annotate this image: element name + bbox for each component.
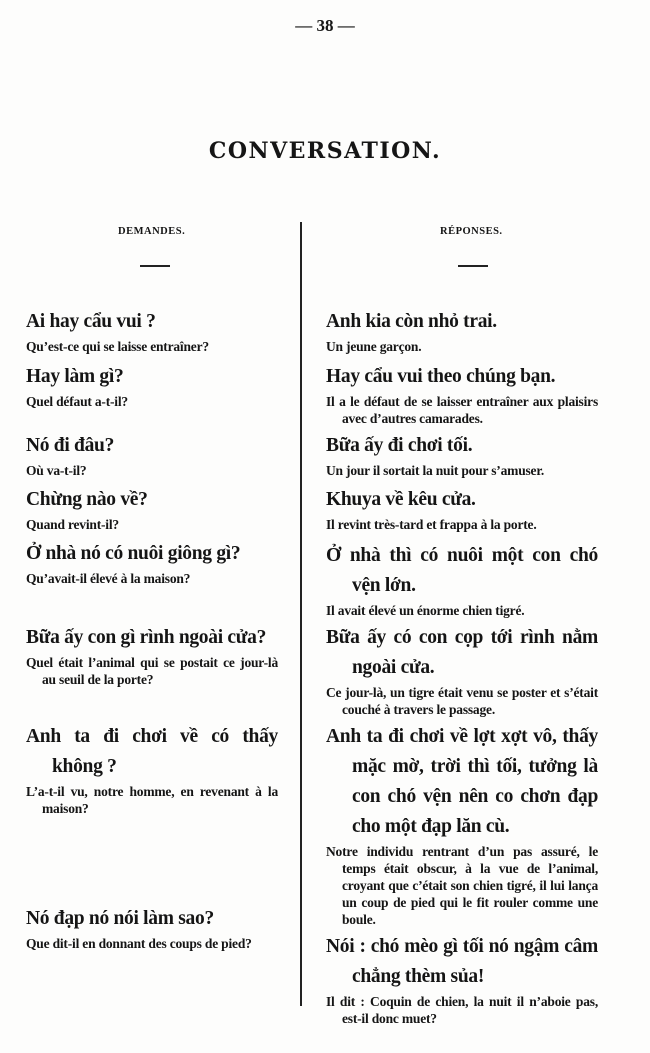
- question-french: Qu’est-ce qui se laisse entraîner?: [26, 339, 209, 354]
- column-header-reponses: RÉPONSES.: [440, 226, 503, 237]
- question-entry: [26, 431, 278, 485]
- question-entry: [26, 362, 278, 431]
- right-header-rule: [458, 265, 488, 267]
- question-vietnamese: Ở nhà nó có nuôi giông gì?: [26, 543, 241, 564]
- column-header-demandes: DEMANDES.: [118, 226, 186, 237]
- question-french: Quand revint-il?: [26, 517, 119, 532]
- question-french: L’a-t-il vu, notre homme, en revenant à la maison?: [26, 784, 278, 816]
- answer-vietnamese: Ở nhà thì có nuôi một con chó vện lớn.: [326, 545, 598, 596]
- demandes-column: [26, 307, 278, 956]
- question-entry: [26, 539, 278, 623]
- answer-entry: [326, 362, 598, 431]
- answer-entry: [326, 623, 598, 722]
- question-vietnamese: Hay làm gì?: [26, 366, 124, 387]
- question-entry: [26, 623, 278, 722]
- answer-french: Il avait élevé un énorme chien tigré.: [326, 603, 525, 618]
- answer-entry: [326, 722, 598, 932]
- question-vietnamese: Anh ta đi chơi về có thấy không ?: [26, 726, 278, 777]
- question-french: Que dit-il en donnant des coups de pied?: [26, 936, 252, 951]
- answer-vietnamese: Anh ta đi chơi về lợt xợt vô, thấy mặc mờ, trời thì tối, tưởng là con chó vện nên co chơn đạp cho một đạp lăn cù.: [326, 726, 598, 837]
- answer-entry: [326, 541, 598, 623]
- answer-vietnamese: Anh kia còn nhỏ trai.: [326, 311, 497, 332]
- page-title: CONVERSATION.: [208, 138, 442, 164]
- answer-entry: [326, 307, 598, 362]
- reponses-column: [326, 307, 598, 1031]
- question-vietnamese: Ai hay cẩu vui ?: [26, 311, 156, 332]
- question-french: Où va-t-il?: [26, 463, 87, 478]
- answer-french: Il a le défaut de se laisser entraîner aux plaisirs avec d’autres camarades.: [326, 394, 598, 426]
- question-entry: [26, 485, 278, 539]
- column-divider: [300, 222, 302, 1006]
- question-french: Quel était l’animal qui se postait ce jour-là au seuil de la porte?: [26, 655, 278, 687]
- answer-vietnamese: Hay cẩu vui theo chúng bạn.: [326, 366, 556, 387]
- answer-french: Un jour il sortait la nuit pour s’amuser.: [326, 463, 545, 478]
- answer-vietnamese: Bữa ấy đi chơi tối.: [326, 435, 473, 456]
- question-entry: [26, 307, 278, 362]
- answer-french: Notre individu rentrant d’un pas assuré, le temps était obscur, à la vue de l’animal, croyant que c’était son chien tigré, il lui lança un coup de pied qui le fit rouler comme une boule.: [326, 844, 598, 927]
- answer-french: Il dit : Coquin de chien, la nuit il n’aboie pas, est-il donc muet?: [326, 994, 598, 1026]
- answer-french: Un jeune garçon.: [326, 339, 422, 354]
- question-french: Qu’avait-il élevé à la maison?: [26, 571, 191, 586]
- answer-french: Ce jour-là, un tigre était venu se poster et s’était couché à travers le passage.: [326, 685, 598, 717]
- answer-entry: [326, 932, 598, 1031]
- question-entry: [26, 722, 278, 904]
- page-number: — 38 —: [295, 16, 355, 35]
- question-entry: [26, 904, 278, 956]
- question-vietnamese: Bữa ấy con gì rình ngoài cửa?: [26, 627, 267, 648]
- answer-entry: [326, 485, 598, 541]
- question-vietnamese: Chừng nào về?: [26, 489, 148, 510]
- answer-vietnamese: Bữa ấy có con cọp tới rình nằm ngoài cửa.: [326, 627, 598, 678]
- left-header-rule: [140, 265, 170, 267]
- answer-french: Il revint très-tard et frappa à la porte.: [326, 517, 537, 532]
- answer-entry: [326, 431, 598, 485]
- question-french: Quel défaut a-t-il?: [26, 394, 128, 409]
- question-vietnamese: Nó đạp nó nói làm sao?: [26, 908, 214, 929]
- answer-vietnamese: Khuya về kêu cửa.: [326, 489, 476, 510]
- question-vietnamese: Nó đi đâu?: [26, 435, 115, 456]
- answer-vietnamese: Nói : chó mèo gì tối nó ngậm câm chẳng thèm sủa!: [326, 936, 598, 987]
